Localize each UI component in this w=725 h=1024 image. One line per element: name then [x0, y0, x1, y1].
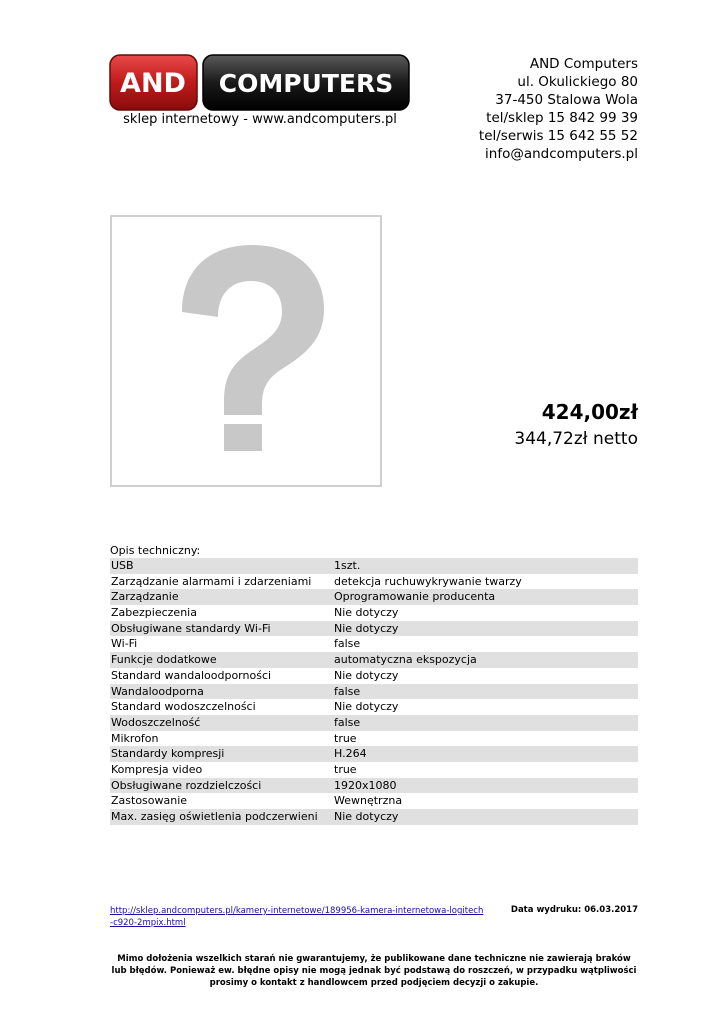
logo-and-text: AND	[120, 68, 186, 99]
spec-value: Nie dotyczy	[334, 810, 399, 823]
spec-row	[110, 652, 638, 668]
product-url-link[interactable]: http://sklep.andcomputers.pl/kamery-internetowe/189956-kamera-internetowa-logitech-c920-2mpix.html	[110, 906, 484, 928]
spec-key: Zarządzanie alarmami i zdarzeniami	[111, 574, 312, 588]
spec-row	[110, 605, 638, 621]
and-computers-logo	[109, 54, 411, 112]
question-mark-placeholder-icon	[112, 217, 380, 485]
spec-key: Wandaloodporna	[111, 684, 204, 698]
spec-row	[110, 589, 638, 605]
spec-key: Zabezpieczenia	[111, 606, 197, 620]
company-name: AND Computers	[529, 56, 638, 72]
spec-key: Mikrofon	[111, 731, 159, 745]
spec-value: false	[334, 715, 361, 729]
spec-key: USB	[111, 559, 134, 572]
spec-row	[110, 809, 638, 825]
spec-value: false	[334, 684, 361, 698]
price-gross: 424,00zł	[541, 400, 638, 424]
spec-key: Wi-Fi	[111, 637, 138, 651]
company-address	[479, 55, 638, 163]
spec-row	[110, 778, 638, 794]
spec-key: Zarządzanie	[111, 590, 179, 604]
shop-tagline: sklep internetowy - www.andcomputers.pl	[123, 112, 397, 127]
spec-key: Standard wodoszczelności	[111, 700, 256, 714]
spec-value: true	[334, 731, 357, 745]
shop-phone: tel/sklep 15 842 99 39	[486, 110, 638, 126]
spec-key: Obsługiwane standardy Wi-Fi	[111, 621, 271, 635]
specs-table	[110, 558, 638, 825]
spec-value: detekcja ruchuwykrywanie twarzy	[334, 574, 522, 588]
spec-row	[110, 793, 638, 809]
spec-row	[110, 762, 638, 778]
spec-key: Wodoszczelność	[111, 715, 201, 729]
price-block	[514, 398, 638, 452]
spec-value: Nie dotyczy	[334, 621, 399, 635]
spec-row	[110, 684, 638, 700]
spec-value: Nie dotyczy	[334, 700, 399, 714]
spec-value: Nie dotyczy	[334, 606, 399, 620]
spec-value: 1szt.	[334, 559, 361, 572]
spec-row	[110, 746, 638, 762]
technical-specs	[110, 543, 638, 825]
spec-key: Obsługiwane rozdzielczości	[111, 778, 262, 792]
spec-value: false	[334, 637, 361, 651]
logo-computers-text: COMPUTERS	[218, 69, 394, 98]
price-net: 344,72zł netto	[514, 429, 638, 449]
spec-key: Standard wandaloodporności	[111, 668, 272, 682]
product-image-placeholder	[110, 215, 382, 487]
disclaimer-text: Mimo dołożenia wszelkich starań nie gwarantujemy, że publikowane dane techniczne nie zawierają braków lub błędów. Ponieważ ew. błędne opisy nie mogą jednak być podstawą do roszczeń, w przypadku wątpliwości prosimy o kontakt z handlowcem przed podjęciem decyzji o zakupie.	[111, 954, 637, 988]
print-date: Data wydruku: 06.03.2017	[510, 905, 638, 915]
spec-row	[110, 668, 638, 684]
spec-key: Standardy kompresji	[111, 747, 225, 761]
company-email: info@andcomputers.pl	[485, 146, 638, 162]
spec-value: H.264	[334, 747, 367, 761]
spec-row	[110, 731, 638, 747]
spec-value: Oprogramowanie producenta	[334, 590, 496, 604]
spec-key: Zastosowanie	[111, 794, 188, 808]
spec-row	[110, 715, 638, 731]
company-street: ul. Okulickiego 80	[517, 74, 638, 90]
spec-row	[110, 636, 638, 652]
spec-value: true	[334, 762, 357, 776]
spec-row	[110, 699, 638, 715]
spec-row	[110, 574, 638, 590]
spec-value: 1920x1080	[334, 778, 397, 792]
company-city: 37-450 Stalowa Wola	[495, 92, 638, 108]
spec-value: automatyczna ekspozycja	[334, 653, 477, 667]
specs-title: Opis techniczny:	[110, 544, 201, 557]
spec-value: Wewnętrzna	[334, 794, 403, 808]
service-phone: tel/serwis 15 642 55 52	[478, 128, 638, 144]
spec-row	[110, 558, 638, 574]
spec-value: Nie dotyczy	[334, 668, 399, 682]
spec-key: Funkcje dodatkowe	[111, 653, 217, 667]
spec-key: Kompresja video	[111, 762, 203, 776]
spec-row	[110, 621, 638, 637]
spec-key: Max. zasięg oświetlenia podczerwieni	[111, 810, 318, 823]
